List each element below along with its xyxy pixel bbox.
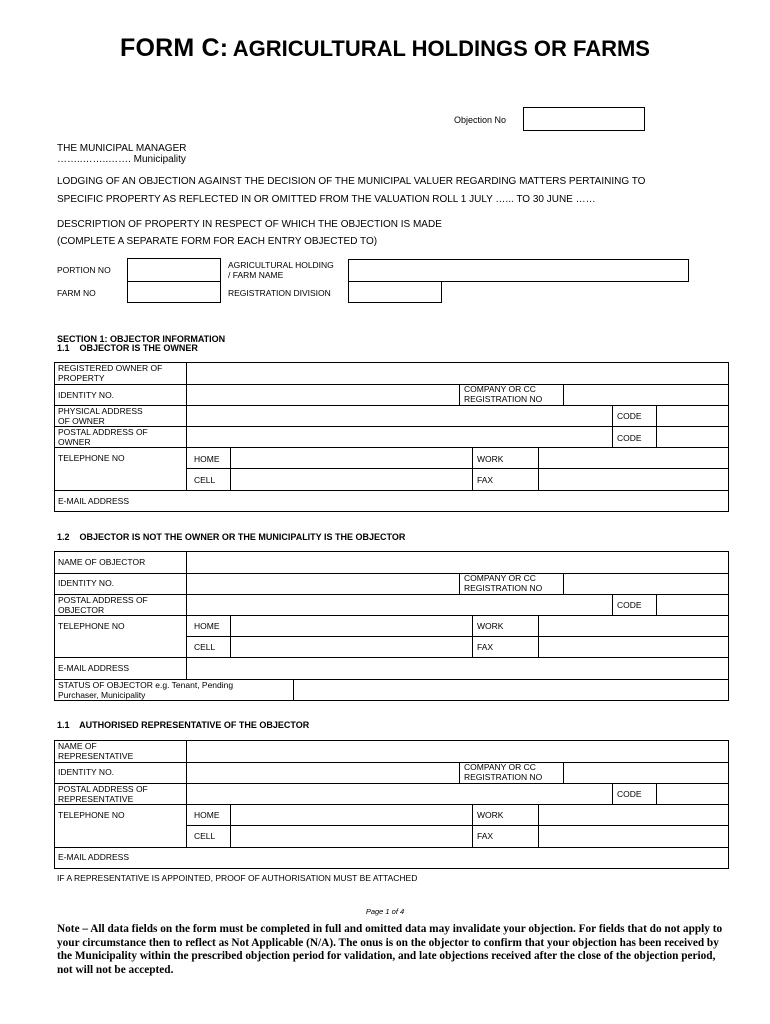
objector-company-label-2: REGISTRATION NO [464,582,543,593]
addressee-line1: THE MUNICIPAL MANAGER [57,143,187,154]
proof-note: IF A REPRESENTATIVE IS APPOINTED, PROOF OF AUTHORISATION MUST BE ATTACHED [57,873,418,883]
page-number: Page 1 of 4 [365,907,405,916]
objector-postal-label [58,596,148,615]
section12-heading: 1.2 OBJECTOR IS NOT THE OWNER OR THE MUNICIPALITY IS THE OBJECTOR [57,532,406,542]
fax-label: FAX [477,475,494,485]
rep-code-label: CODE [617,789,642,799]
postal-address-label-2: OWNER [58,436,91,447]
farm-no-field[interactable] [127,281,221,303]
physical-code-label: CODE [617,411,642,421]
objector-fax-label: FAX [477,642,494,652]
telephone-label: TELEPHONE NO [58,453,125,463]
objector-postal-label-2: OBJECTOR [58,604,105,615]
section1-subheading: 1.1 OBJECTOR IS THE OWNER [57,343,198,353]
physical-address-label-2: OF OWNER [58,415,105,426]
rep-postal-label-2: REPRESENTATIVE [58,793,134,804]
objector-status-label-1: STATUS OF OBJECTOR e.g. Tenant, Pending [58,680,234,690]
company-reg-label-2: REGISTRATION NO [464,393,543,404]
objector-postal-label-1: POSTAL ADDRESS OF [58,595,148,605]
home-label: HOME [194,454,220,464]
objector-email-label: E-MAIL ADDRESS [58,663,130,673]
registration-division-field[interactable] [348,281,442,303]
agri-holding-label [228,261,334,280]
rep-cell-label: CELL [194,831,216,841]
objector-home-label: HOME [194,621,220,631]
rep-name-label-1: NAME OF [58,741,97,751]
rep-company-label-1: COMPANY OR CC [464,762,536,772]
objection-no-field[interactable] [523,107,645,131]
cell-label: CELL [194,475,216,485]
rep-telephone-label: TELEPHONE NO [58,810,125,820]
form-title [0,34,770,63]
objector-work-label: WORK [477,621,504,631]
objector-company-label-1: COMPANY OR CC [464,573,536,583]
agri-holding-label-1: AGRICULTURAL HOLDING [228,260,334,270]
rep-name-label [58,742,133,761]
lodging-line1: LODGING OF AN OBJECTION AGAINST THE DECISION OF THE MUNICIPAL VALUER REGARDING MATTERS PERTAINING TO [57,176,646,187]
farm-name-field[interactable] [348,259,689,282]
physical-address-label [58,407,143,426]
objector-status-label [58,681,233,700]
identity-no-label: IDENTITY NO. [58,390,115,400]
physical-address-label-1: PHYSICAL ADDRESS [58,406,143,416]
objector-cell-label: CELL [194,642,216,652]
rep-fax-label: FAX [477,831,494,841]
company-reg-label [464,385,542,404]
objector-name-label: NAME OF OBJECTOR [58,557,146,567]
objector-status-label-2: Purchaser, Municipality [58,689,146,700]
registration-division-label: REGISTRATION DIVISION [228,288,331,298]
company-reg-label-1: COMPANY OR CC [464,384,536,394]
objection-no-label: Objection No [454,115,507,125]
footer-note: Note – All data fields on the form must be completed in full and omitted data may invalidate your objection. For fields that do not apply to your circumstance then to reflect as Not Applicable (N/A). The onus is on the objector to confirm that your objection has been received by the Municipality within the prescribed objection period for validation, and late objections received after the close of the objection period, not will not be accepted. [57,923,723,976]
registered-owner-label [58,364,162,383]
form-title-rest: AGRICULTURAL HOLDINGS OR FARMS [232,36,650,61]
rep-postal-label-1: POSTAL ADDRESS OF [58,784,148,794]
postal-address-label [58,428,148,447]
work-label: WORK [477,454,504,464]
objector-identity-label: IDENTITY NO. [58,578,115,588]
portion-no-label: PORTION NO [57,265,111,275]
addressee-line2: ……..……..……. Municipality [57,154,186,165]
rep-work-label: WORK [477,810,504,820]
description-line2: (COMPLETE A SEPARATE FORM FOR EACH ENTRY OBJECTED TO) [57,236,378,247]
form-title-lead: FORM C: [120,34,229,62]
rep-email-label: E-MAIL ADDRESS [58,852,130,862]
agri-holding-label-2: / FARM NAME [228,269,284,280]
section1-heading: SECTION 1: OBJECTOR INFORMATION [57,334,226,344]
description-line1: DESCRIPTION OF PROPERTY IN RESPECT OF WHICH THE OBJECTION IS MADE [57,219,442,230]
email-label: E-MAIL ADDRESS [58,496,130,506]
rep-company-label [464,763,542,782]
postal-code-label: CODE [617,433,642,443]
objector-code-label: CODE [617,600,642,610]
rep-name-label-2: REPRESENTATIVE [58,750,134,761]
registered-owner-label-2: PROPERTY [58,372,105,383]
objector-company-label [464,574,542,593]
portion-no-field[interactable] [127,258,221,282]
lodging-line2: SPECIFIC PROPERTY AS REFLECTED IN OR OMITTED FROM THE VALUATION ROLL 1 JULY …... TO 30 JUNE …… [57,194,596,205]
rep-identity-label: IDENTITY NO. [58,767,115,777]
rep-postal-label [58,785,148,804]
section13-heading: 1.1 AUTHORISED REPRESENTATIVE OF THE OBJECTOR [57,720,310,730]
farm-no-label: FARM NO [57,288,96,298]
rep-home-label: HOME [194,810,220,820]
postal-address-label-1: POSTAL ADDRESS OF [58,427,148,437]
registered-owner-label-1: REGISTERED OWNER OF [58,363,163,373]
objector-telephone-label: TELEPHONE NO [58,621,125,631]
rep-company-label-2: REGISTRATION NO [464,771,543,782]
